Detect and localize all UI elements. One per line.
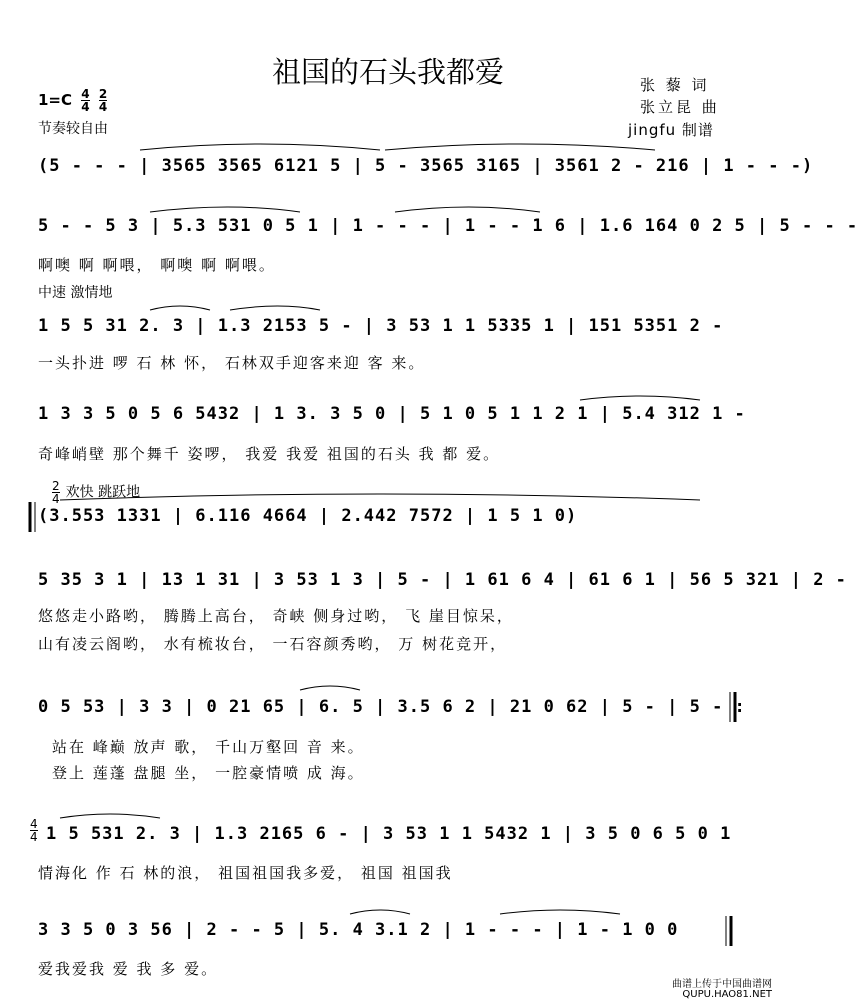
score-row-6-lyrics-verse2: 山有凌云阁哟， 水有梳妆台， 一石容颜秀哟， 万 树花竞开， bbox=[38, 635, 508, 653]
score-row-7-lyrics-verse1: 站在 峰巅 放声 歌， 千山万壑回 音 来。 bbox=[52, 738, 365, 756]
score-row-3-lyrics: 一头扑进 啰 石 林 怀， 石林双手迎客来迎 客 来。 bbox=[38, 354, 426, 372]
score-row-4-notes: 1 3 3 5 0 5 6 5432 | 1 3. 3 5 0 | 5 1 0 5 1 1 2 1 | 5.4 312 1 - bbox=[38, 404, 746, 424]
score-row-6-lyrics-verse1: 悠悠走小路哟， 腾腾上高台， 奇峡 侧身过哟， 飞 崖目惊呆， bbox=[38, 607, 514, 625]
score-row-5-notes: (3.553 1331 | 6.116 4664 | 2.442 7572 | 1 5 1 0) bbox=[38, 506, 578, 526]
chorus-time-signature: $\frac{2}{4}$ bbox=[52, 479, 60, 506]
score-row-7-notes: 0 5 53 | 3 3 | 0 21 65 | 6. 5 | 3.5 6 2 | 21 0 62 | 5 - | 5 - : bbox=[38, 697, 746, 717]
tempo-intro: 节奏较自由 bbox=[38, 121, 108, 137]
lyricist-credit: 张 藜 词 bbox=[640, 76, 710, 94]
score-row-6-notes: 5 35 3 1 | 13 1 31 | 3 53 1 3 | 5 - | 1 61 6 4 | 61 6 1 | 56 5 321 | 2 - bbox=[38, 570, 847, 590]
score-row-2-lyrics: 啊噢 啊 啊喂， 啊噢 啊 啊喂。 bbox=[38, 256, 276, 274]
time-signature-2: $\frac{2}{4}$ bbox=[98, 87, 108, 114]
tempo-chorus: $\frac{2}{4}$ 欢快 跳跃地 bbox=[52, 479, 141, 506]
score-row-2-notes: 5 - - 5 3 | 5.3 531 0 5 1 | 1 - - - | 1 - - 1 6 | 1.6 164 0 2 5 | 5 - - - bbox=[38, 216, 858, 236]
engraver-credit: jingfu 制谱 bbox=[628, 121, 714, 139]
tempo-verse: 中速 激情地 bbox=[38, 285, 113, 301]
time-signature-1: $\frac{4}{4}$ bbox=[81, 87, 90, 114]
score-row-8-notes: 1 5 531 2. 3 | 1.3 2165 6 - | 3 53 1 1 5432 1 | 3 5 0 6 5 0 1 bbox=[46, 824, 732, 844]
final-time-signature: $\frac{4}{4}$ bbox=[30, 817, 38, 844]
score-row-4-lyrics: 奇峰峭壁 那个舞千 姿啰， 我爱 我爱 祖国的石头 我 都 爱。 bbox=[38, 445, 501, 463]
score-row-3-notes: 1 5 5 31 2. 3 | 1.3 2153 5 - | 3 53 1 1 5335 1 | 151 5351 2 - bbox=[38, 316, 724, 336]
watermark-footer: 曲谱上传于中国曲谱网 QUPU.HAO81.NET bbox=[672, 979, 772, 1000]
score-row-9-notes: 3 3 5 0 3 56 | 2 - - 5 | 5. 4 3.1 2 | 1 - - - | 1 - 1 0 0 bbox=[38, 920, 679, 940]
composer-credit: 张立昆 曲 bbox=[640, 98, 720, 116]
score-row-8-lyrics: 情海化 作 石 林的浪， 祖国祖国我多爱， 祖国 祖国我 bbox=[38, 864, 453, 882]
score-row-9-lyrics: 爱我爱我 爱 我 多 爱。 bbox=[38, 960, 219, 978]
score-row-7-lyrics-verse2: 登上 莲蓬 盘腿 坐， 一腔豪情喷 成 海。 bbox=[52, 764, 365, 782]
score-row-1-notes: (5 - - - | 3565 3565 6121 5 | 5 - 3565 3165 | 3561 2 - 216 | 1 - - -) bbox=[38, 156, 814, 176]
key-signature: 1=C $\frac{4}{4}$ $\frac{2}{4}$ bbox=[38, 87, 108, 114]
song-title: 祖国的石头我都爱 bbox=[271, 55, 504, 89]
